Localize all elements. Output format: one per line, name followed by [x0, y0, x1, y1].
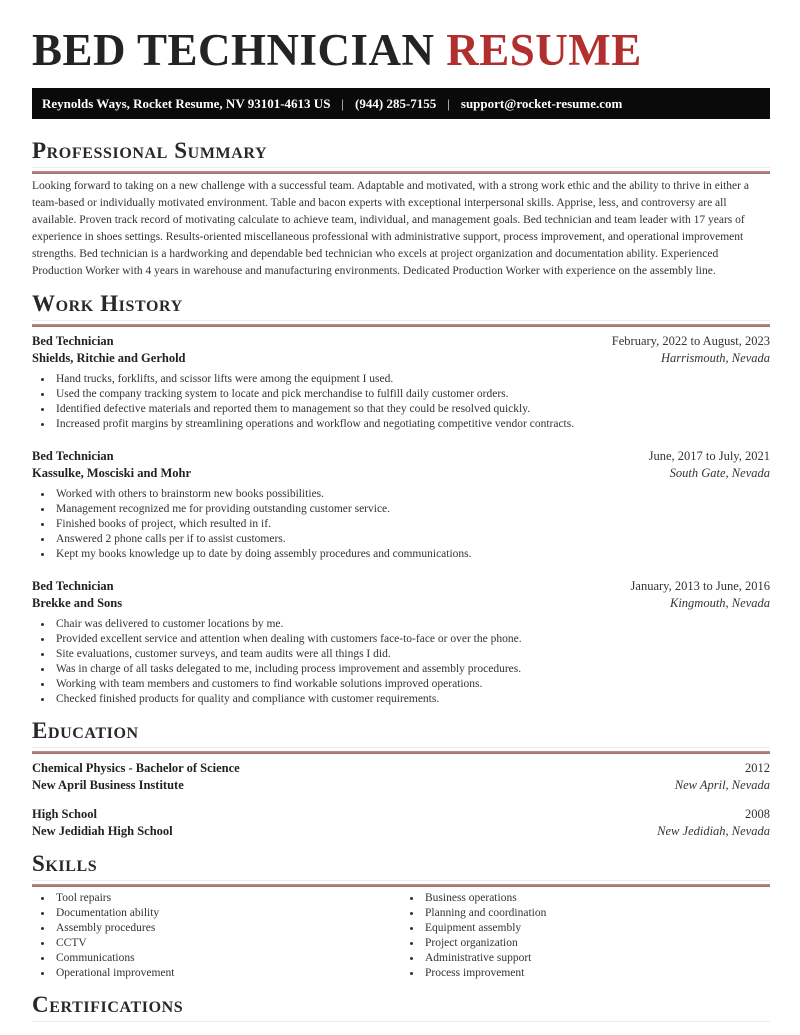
skill-item: • Tool repairs — [53, 891, 401, 906]
job-bullet-item: • Working with team members and customers to find workable solutions improved operations. — [53, 677, 770, 692]
job-location: Harrismouth, Nevada — [660, 351, 770, 365]
education-year: 2012 — [745, 761, 770, 775]
job-bullet-item: • Management recognized me for providing outstanding customer service. — [53, 502, 770, 517]
job-title: Bed Technician — [32, 334, 114, 348]
resume-title-primary: BED TECHNICIAN — [32, 25, 435, 75]
job-title: Bed Technician — [32, 579, 114, 593]
skill-item: • Communications — [53, 951, 401, 966]
job-bullet-item: • Checked finished products for quality and compliance with customer requirements. — [53, 692, 770, 707]
skill-item: • Documentation ability — [53, 906, 401, 921]
job-company-row — [32, 465, 770, 482]
heading-professional-summary: Professional Summary — [32, 139, 770, 168]
section-work-history — [32, 292, 770, 707]
section-certifications — [32, 993, 770, 1022]
job-company: Brekke and Sons — [32, 596, 123, 610]
contact-bar — [32, 88, 770, 119]
education-entry — [32, 760, 770, 794]
job-bullet-item: • Worked with others to brainstorm new books possibilities. — [53, 487, 770, 502]
job-bullet-item: • Increased profit margins by streamlining operations and workflow and negotiating competitive vendor contracts. — [53, 417, 770, 432]
education-location: New Jedidiah, Nevada — [657, 824, 770, 838]
skill-item: • Business operations — [422, 891, 770, 906]
education-degree: Chemical Physics - Bachelor of Science — [32, 761, 240, 775]
section-education — [32, 719, 770, 840]
heading-work-history: Work History — [32, 292, 770, 321]
skills-column-right — [401, 891, 770, 981]
section-skills — [32, 852, 770, 981]
job-bullet-list — [32, 617, 770, 707]
job-bullet-item: • Was in charge of all tasks delegated to me, including process improvement and assembly procedures. — [53, 662, 770, 677]
job-bullet-item: • Kept my books knowledge up to date by doing assembly procedures and communications. — [53, 547, 770, 562]
contact-address: Reynolds Ways, Rocket Resume, NV 93101-4613 US — [42, 96, 331, 111]
skills-column-left — [32, 891, 401, 981]
heading-certifications: Certifications — [32, 993, 770, 1022]
skill-item: • Assembly procedures — [53, 921, 401, 936]
education-school: New Jedidiah High School — [32, 824, 173, 838]
job-bullet-item: • Used the company tracking system to locate and pick merchandise to fulfill daily customer orders. — [53, 387, 770, 402]
skill-item: • CCTV — [53, 936, 401, 951]
job-bullet-item: • Site evaluations, customer surveys, and team audits were all things I did. — [53, 647, 770, 662]
skill-item: • Equipment assembly — [422, 921, 770, 936]
professional-summary-text: Looking forward to taking on a new challenge with a successful team. Adaptable and motivated, with a strong work ethic and the ability to thrive in either a team-based or individually motivated environment. Table and bacon experts with exceptional interpersonal skills. Apprise, less, and controversy are all available. Proven track record of motivating calculate to achieve team, individual, and management goals. Bed technician and team leader with 17 years of experience in shoes settings. Results-oriented miscellaneous professional with administrative support, process improvement, and operational improvement strengths. Bed technician is a hardworking and dependable bed technician who excels at project organization and documentation ability. Experienced Production Worker with 4 years in warehouse and manufacturing environments. Dedicated Production Worker with experience on the assembly line. — [32, 180, 749, 277]
job-title: Bed Technician — [32, 449, 114, 463]
job-bullet-item: • Hand trucks, forklifts, and scissor lifts were among the equipment I used. — [53, 372, 770, 387]
section-rule — [32, 751, 770, 754]
job-title-row — [32, 578, 770, 595]
skill-item: • Operational improvement — [53, 966, 401, 981]
job-dates: January, 2013 to June, 2016 — [630, 579, 770, 593]
job-dates: February, 2022 to August, 2023 — [611, 334, 770, 348]
job-company-row — [32, 350, 770, 367]
job-company: Kassulke, Mosciski and Mohr — [32, 466, 192, 480]
job-bullet-item: • Finished books of project, which resulted in if. — [53, 517, 770, 532]
skill-item: • Administrative support — [422, 951, 770, 966]
skill-item: • Process improvement — [422, 966, 770, 981]
job-company-row — [32, 595, 770, 612]
contact-separator: | — [341, 96, 345, 111]
contact-phone: (944) 285-7155 — [355, 96, 437, 111]
education-location: New April, Nevada — [674, 778, 770, 792]
education-year: 2008 — [745, 807, 770, 821]
contact-separator: | — [447, 96, 450, 111]
job-title-row — [32, 448, 770, 465]
job-location: South Gate, Nevada — [669, 466, 770, 480]
resume-title-accent: RESUME — [446, 25, 642, 75]
skill-item: • Planning and coordination — [422, 906, 770, 921]
job-bullet-item: • Chair was delivered to customer locations by me. — [53, 617, 770, 632]
education-entries — [32, 760, 770, 840]
contact-email: support@rocket-resume.com — [460, 96, 623, 111]
work-history-entries — [32, 333, 770, 707]
work-history-entry — [32, 333, 770, 432]
heading-education: Education — [32, 719, 770, 748]
job-bullet-item: • Identified defective materials and reported them to management so that they could be resolved quickly. — [53, 402, 770, 417]
section-rule — [32, 884, 770, 887]
section-professional-summary — [32, 139, 770, 280]
work-history-entry — [32, 448, 770, 562]
education-school-row — [32, 823, 770, 840]
education-entry — [32, 806, 770, 840]
job-title-row — [32, 333, 770, 350]
resume-title — [32, 25, 770, 75]
education-degree: High School — [32, 807, 97, 821]
skills-columns — [32, 891, 770, 981]
job-bullet-list — [32, 372, 770, 432]
job-dates: June, 2017 to July, 2021 — [648, 449, 770, 463]
education-school: New April Business Institute — [32, 778, 184, 792]
education-degree-row — [32, 806, 770, 823]
job-location: Kingmouth, Nevada — [670, 596, 770, 610]
section-rule — [32, 324, 770, 327]
education-degree-row — [32, 760, 770, 777]
work-history-entry — [32, 578, 770, 707]
job-company: Shields, Ritchie and Gerhold — [32, 351, 186, 365]
job-bullet-item: • Provided excellent service and attention when dealing with customers face-to-face or over the phone. — [53, 632, 770, 647]
job-bullet-list — [32, 487, 770, 562]
section-rule — [32, 171, 770, 174]
job-bullet-item: • Answered 2 phone calls per if to assist customers. — [53, 532, 770, 547]
heading-skills: Skills — [32, 852, 770, 881]
skill-item: • Project organization — [422, 936, 770, 951]
education-school-row — [32, 777, 770, 794]
